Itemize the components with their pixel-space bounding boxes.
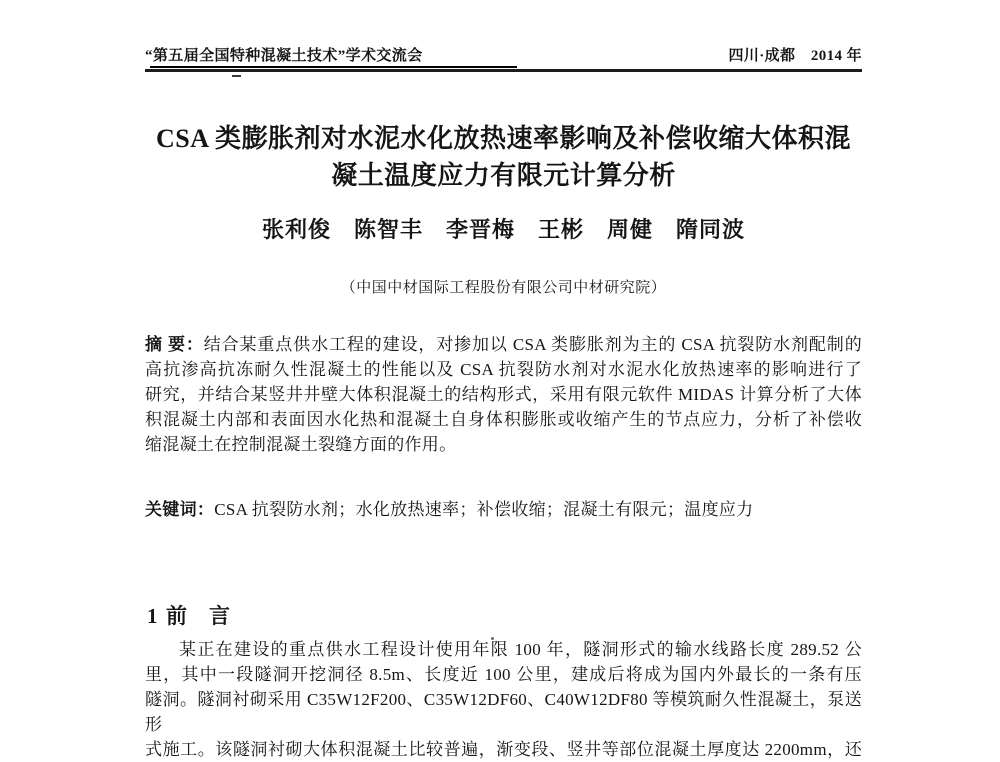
body-line: 里，其中一段隧洞开挖洞径 8.5m、长度近 100 公里，建成后将成为国内外最长的一条有压 xyxy=(145,665,862,684)
body-line: 某正在建设的重点供水工程设计使用年限 100 年，隧洞形式的输水线路长度 289.52 公 xyxy=(179,640,862,659)
abstract-line: 高抗渗高抗冻耐久性混凝土的性能以及 CSA 抗裂防水剂对水泥水化放热速率的影响进行了 xyxy=(145,360,862,379)
keywords xyxy=(145,497,862,522)
keywords-text: CSA 抗裂防水剂；水化放热速率；补偿收缩；混凝土有限元；温度应力 xyxy=(214,500,754,519)
paper-title xyxy=(145,120,862,194)
body-line: 隧洞。隧洞衬砌采用 C35W12F200、C35W12DF60、C40W12DF80 等模筑耐久性混凝土，泵送形 xyxy=(145,690,862,734)
abstract-line xyxy=(145,332,862,357)
intro-paragraph xyxy=(145,637,862,762)
header-rule xyxy=(145,69,862,72)
abstract-line: 积混凝土内部和表面因水化热和混凝土自身体积膨胀或收缩产生的节点应力，分析了补偿收 xyxy=(145,410,862,429)
abstract xyxy=(145,332,862,457)
paper-title-line1: CSA 类膨胀剂对水泥水化放热速率影响及补偿收缩大体积混 xyxy=(155,124,852,153)
scan-artifact-tick xyxy=(232,75,241,77)
keywords-label: 关键词： xyxy=(145,500,215,519)
abstract-label: 摘 要： xyxy=(145,335,204,354)
abstract-line: 研究，并结合某竖井井壁大体积混凝土的结构形式，采用有限元软件 MIDAS 计算分析了大体 xyxy=(145,385,862,404)
venue-year: 四川·成都 2014 年 xyxy=(728,48,862,64)
conference-name: “第五届全国特种混凝土技术”学术交流会 xyxy=(145,48,423,64)
header-underline xyxy=(150,66,517,68)
body-line: 式施工。该隧洞衬砌大体积混凝土比较普遍，渐变段、竖井等部位混凝土厚度达 2200mm，还 xyxy=(145,740,862,759)
abstract-text: 结合某重点供水工程的建设，对掺加以 CSA 类膨胀剂为主的 CSA 抗裂防水剂配制的 xyxy=(203,335,862,354)
running-head xyxy=(145,44,862,65)
abstract-line: 缩混凝土在控制混凝土裂缝方面的作用。 xyxy=(145,435,457,454)
section-number: 1 xyxy=(147,604,158,628)
author-list: 张利俊 陈智丰 李晋梅 王彬 周健 隋同波 xyxy=(261,217,745,242)
section-heading-1 xyxy=(147,600,231,630)
section-title: 前 言 xyxy=(166,604,231,628)
affiliation: （中国中材国际工程股份有限公司中材研究院） xyxy=(340,280,667,296)
paper-title-line2: 凝土温度应力有限元计算分析 xyxy=(331,161,676,190)
